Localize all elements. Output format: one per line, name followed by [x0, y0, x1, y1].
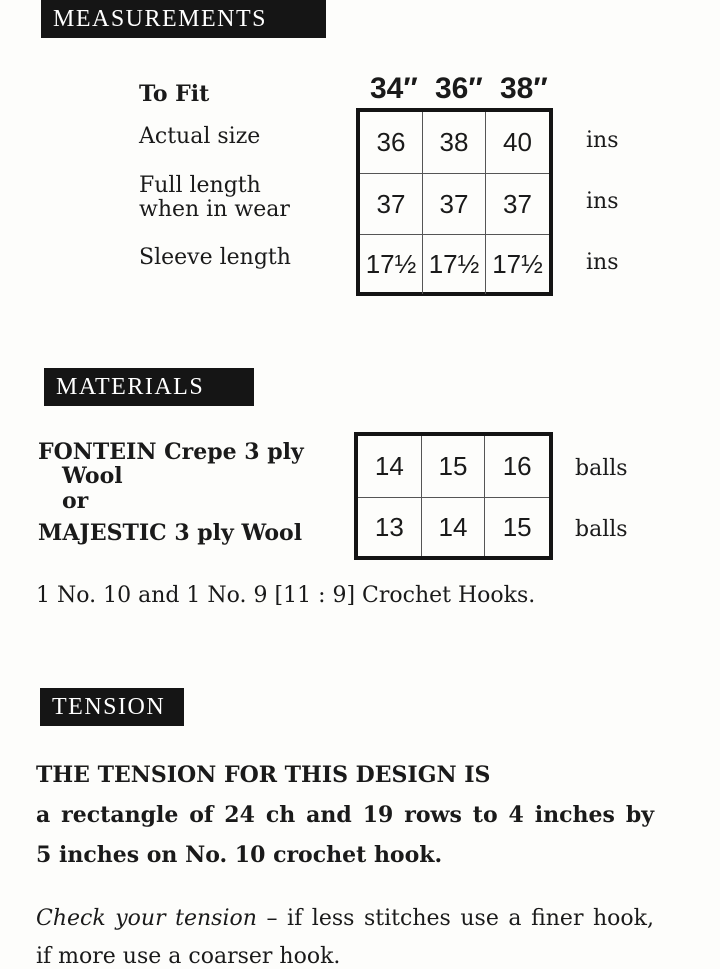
- table-cell: 37: [423, 174, 486, 235]
- check-tension-line: [36, 906, 654, 931]
- yarn2-label: MAJESTIC 3 ply Wool: [38, 520, 303, 546]
- check-tension-line2: if more use a coarser hook.: [36, 944, 341, 969]
- unit-label: ins: [586, 128, 619, 153]
- table-cell: 14: [422, 498, 486, 556]
- table-cell: 13: [358, 498, 422, 556]
- sleeve-length-label: Sleeve length: [139, 245, 291, 270]
- size-34: 34″: [370, 72, 418, 105]
- table-cell: 38: [423, 112, 486, 174]
- table-cell: 40: [486, 112, 549, 174]
- unit-label: ins: [586, 189, 619, 214]
- actual-size-label: Actual size: [139, 124, 261, 149]
- unit-label: ins: [586, 250, 619, 275]
- yarn1-line2: Wool: [62, 463, 123, 489]
- materials-table: [354, 432, 553, 560]
- tension-heading: THE TENSION FOR THIS DESIGN IS: [36, 762, 491, 788]
- tension-header: TENSION: [40, 688, 184, 726]
- table-cell: 36: [360, 112, 423, 174]
- tension-line2: a rectangle of 24 ch and 19 rows to 4 inches by: [36, 802, 654, 828]
- table-cell: 14: [358, 436, 422, 498]
- unit-label: balls: [575, 456, 628, 481]
- table-cell: 37: [486, 174, 549, 235]
- check-tension-rest: – if less stitches use a finer hook,: [256, 906, 654, 931]
- size-36: 36″: [435, 72, 483, 105]
- full-length-label: Full length: [139, 173, 261, 198]
- table-cell: 15: [502, 511, 532, 542]
- tension-line3: 5 inches on No. 10 crochet hook.: [36, 842, 443, 868]
- measurements-table: [356, 108, 553, 296]
- measurements-header: MEASUREMENTS: [41, 0, 326, 38]
- when-in-wear-label: when in wear: [139, 197, 290, 222]
- unit-label: balls: [575, 517, 628, 542]
- table-cell: 17½: [423, 235, 486, 294]
- check-tension-italic: Check your tension: [36, 906, 257, 931]
- table-cell: 16: [485, 436, 549, 498]
- or-label: or: [62, 488, 89, 514]
- table-cell: 15: [422, 436, 486, 498]
- materials-header: MATERIALS: [44, 368, 254, 406]
- to-fit-label: To Fit: [139, 81, 210, 107]
- hooks-text: 1 No. 10 and 1 No. 9 [11 : 9] Crochet Hooks.: [36, 583, 536, 608]
- table-cell: 17½: [492, 249, 543, 279]
- table-cell: 17½: [360, 235, 423, 294]
- table-cell: 37: [360, 174, 423, 235]
- size-38: 38″: [500, 72, 548, 105]
- yarn1-line1: FONTEIN Crepe 3 ply: [38, 439, 304, 465]
